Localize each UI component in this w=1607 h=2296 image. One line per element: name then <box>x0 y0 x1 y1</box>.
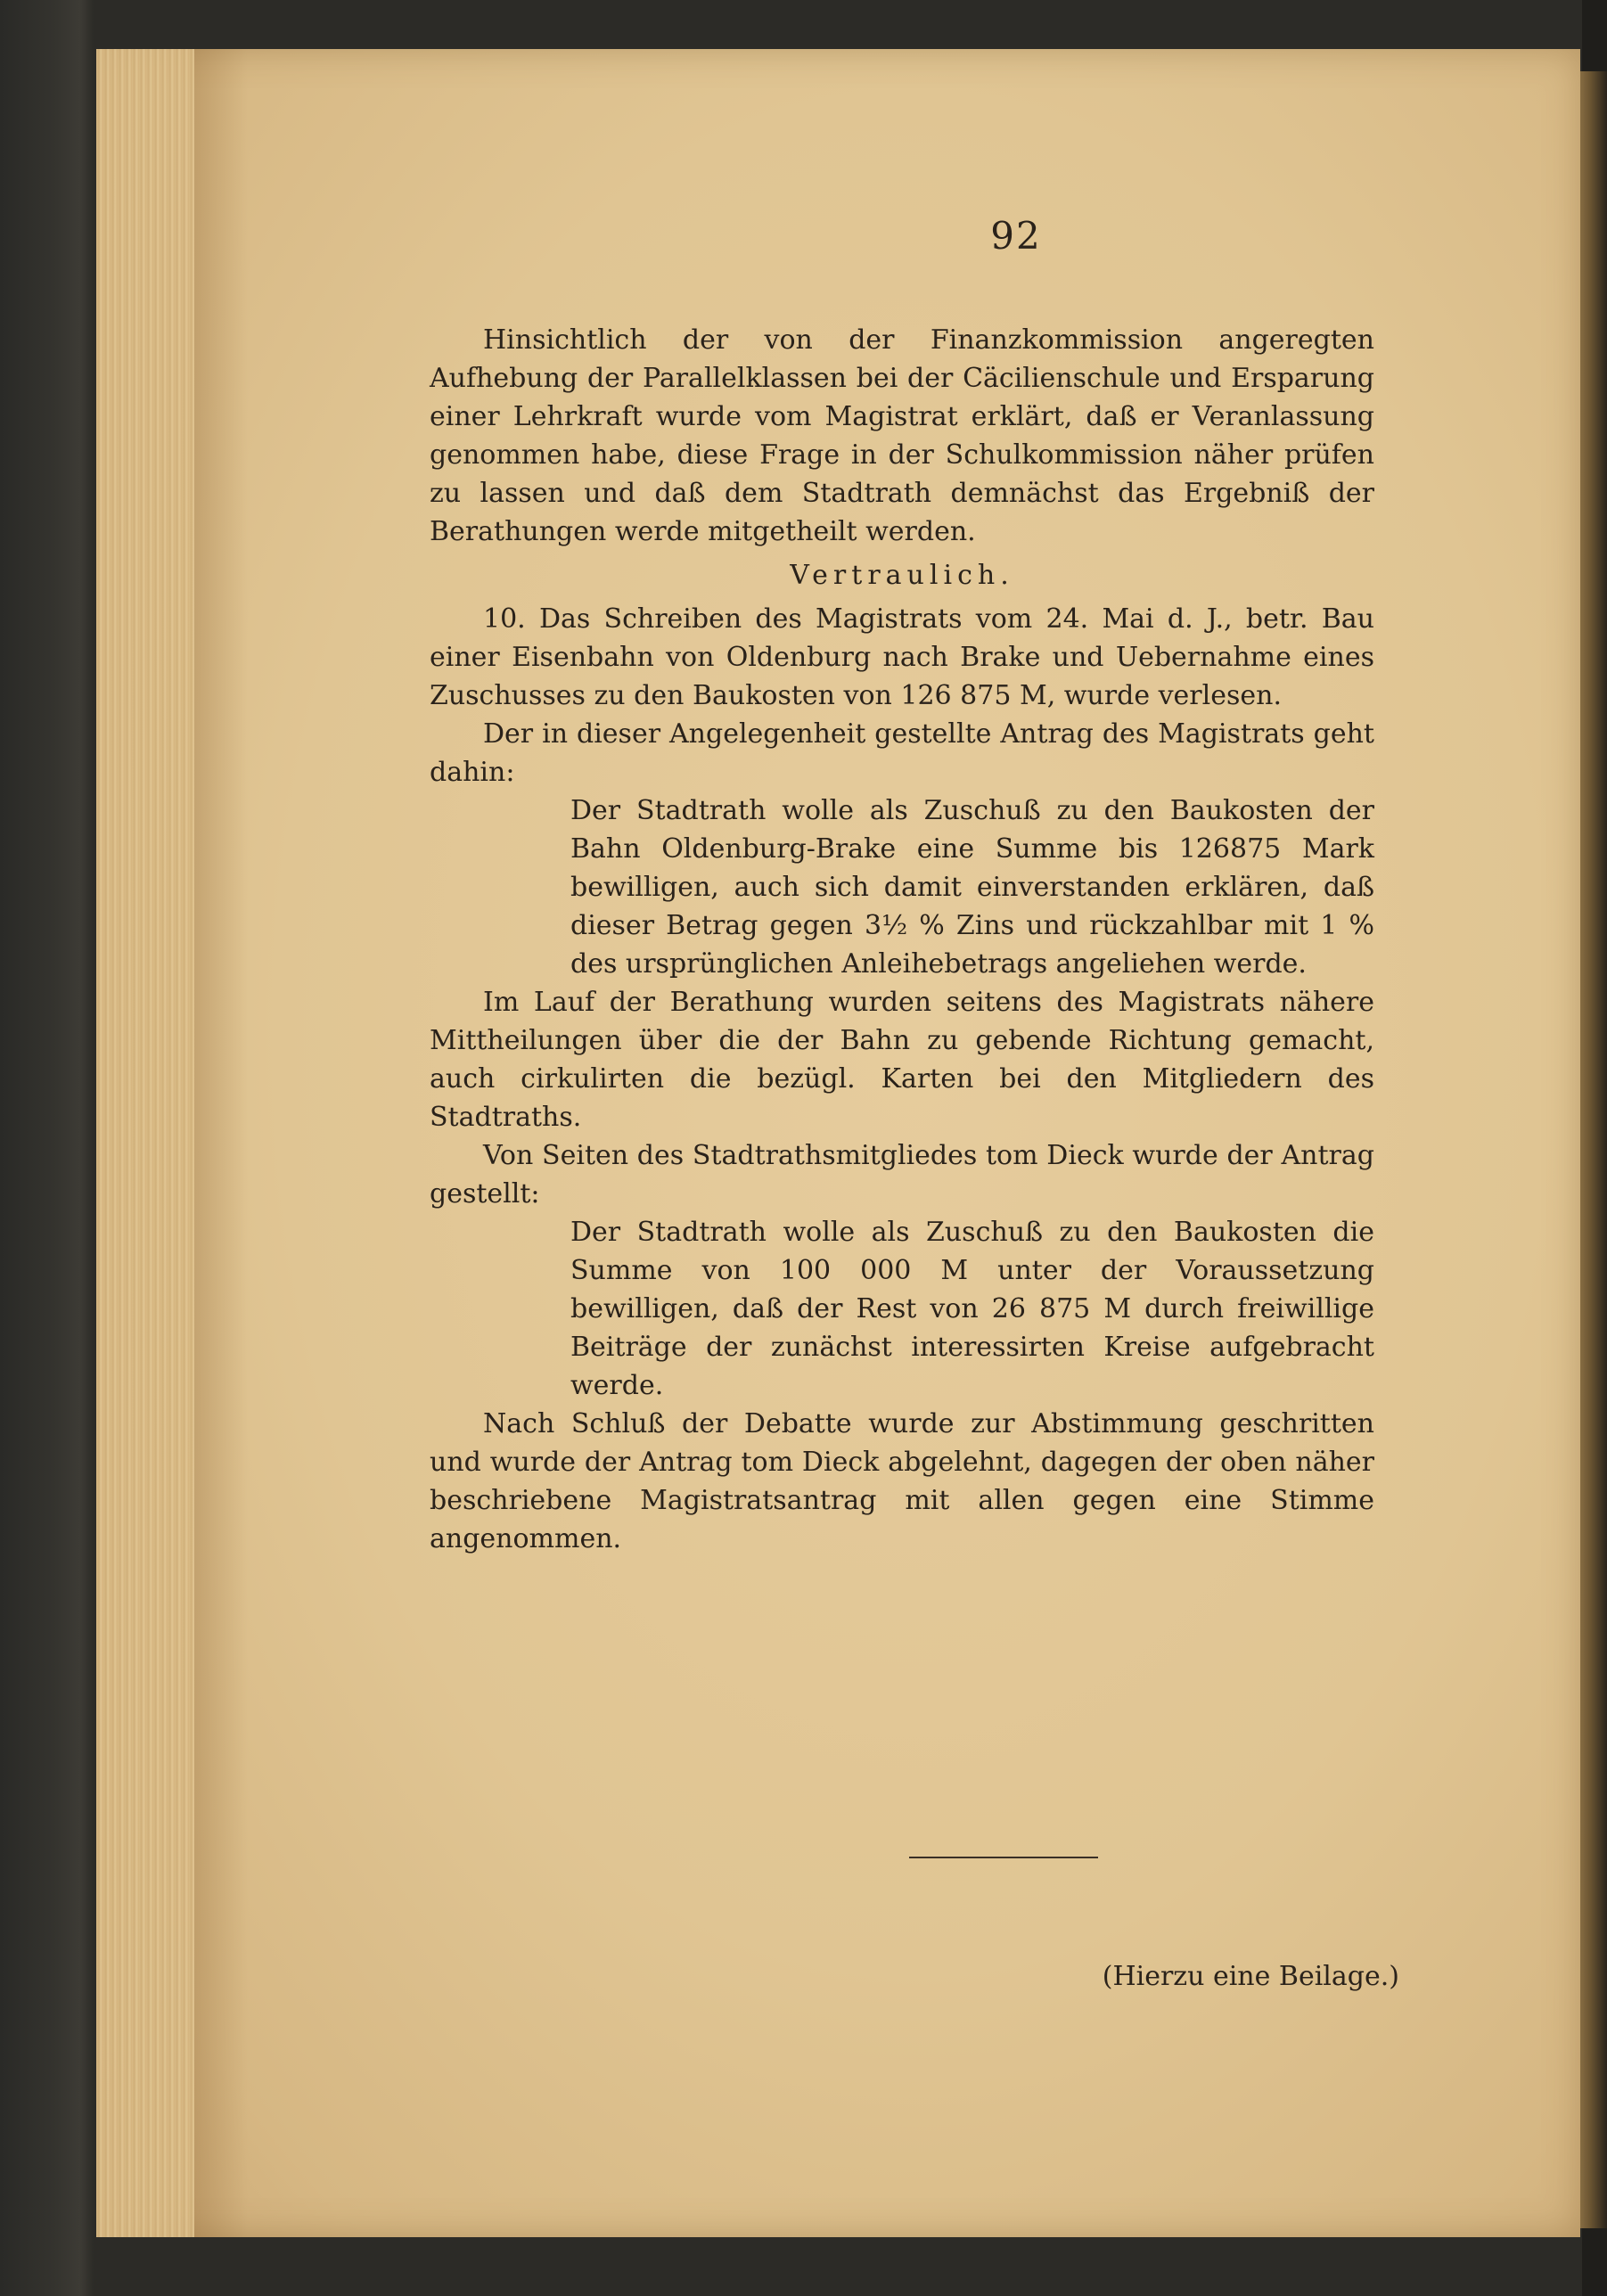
paragraph-item-10: 10. Das Schreiben des Magistrats vom 24. Mai d. J., betr. Bau einer Eisenbahn von Oldenburg nach Brake und Uebernahme eines Zuschusses zu den Baukosten von 126 875 M, wurde verlesen. <box>430 603 1374 711</box>
footnote-beilage: (Hierzu eine Beilage.) <box>1102 1961 1399 1992</box>
page-number: 92 <box>990 214 1042 258</box>
paragraph-antrag-intro: Der in dieser Angelegenheit gestellte Antrag des Magistrats geht dahin: <box>430 718 1374 788</box>
page-stack-edges <box>96 49 194 2237</box>
paragraph-berathung: Im Lauf der Berathung wurden seitens des Magistrats nähere Mittheilungen über die der Bahn zu gebende Richtung gemacht, auch cirkulirten die bezügl. Karten bei den Mitgliedern des Stadtraths. <box>430 987 1374 1133</box>
spine-shadow <box>194 49 248 2237</box>
quote-magistrat-antrag: Der Stadtrath wolle als Zuschuß zu den Baukosten der Bahn Oldenburg-Brake eine Summe bis 126875 Mark bewilligen, auch sich damit einverstanden erklären, daß dieser Betrag gegen 3½ % Zins und rückzahlbar mit 1 % des ursprünglichen Anleihebetrags angeliehen werde. <box>570 795 1374 980</box>
section-heading: Vertraulich. <box>790 560 1014 591</box>
quote-tom-dieck-antrag: Der Stadtrath wolle als Zuschuß zu den Baukosten die Summe von 100 000 M unter der Voraussetzung bewilligen, daß der Rest von 26 875 M durch freiwillige Beiträge der zunächst interessirten Kreise aufgebracht werde. <box>570 1217 1374 1401</box>
paragraph-tom-dieck-intro: Von Seiten des Stadtrathsmitgliedes tom Dieck wurde der Antrag gestellt: <box>430 1140 1374 1210</box>
paragraph-finanzkommission: Hinsichtlich der von der Finanzkommission angeregten Aufhebung der Parallelklassen bei der Cäcilienschule und Ersparung einer Lehrkraft wurde vom Magistrat erklärt, daß er Veranlassung genommen habe, diese Frage in der Schulkommission näher prüfen zu lassen und daß dem Stadtrath demnächst das Ergebniß der Berathungen werde mitgetheilt werden. <box>430 324 1374 547</box>
body-text <box>430 321 1374 1558</box>
paragraph-abstimmung: Nach Schluß der Debatte wurde zur Abstimmung geschritten und wurde der Antrag tom Dieck abgelehnt, dagegen der oben näher beschriebene Magistratsantrag mit allen gegen eine Stimme angenommen. <box>430 1408 1374 1554</box>
horizontal-rule <box>909 1857 1098 1858</box>
